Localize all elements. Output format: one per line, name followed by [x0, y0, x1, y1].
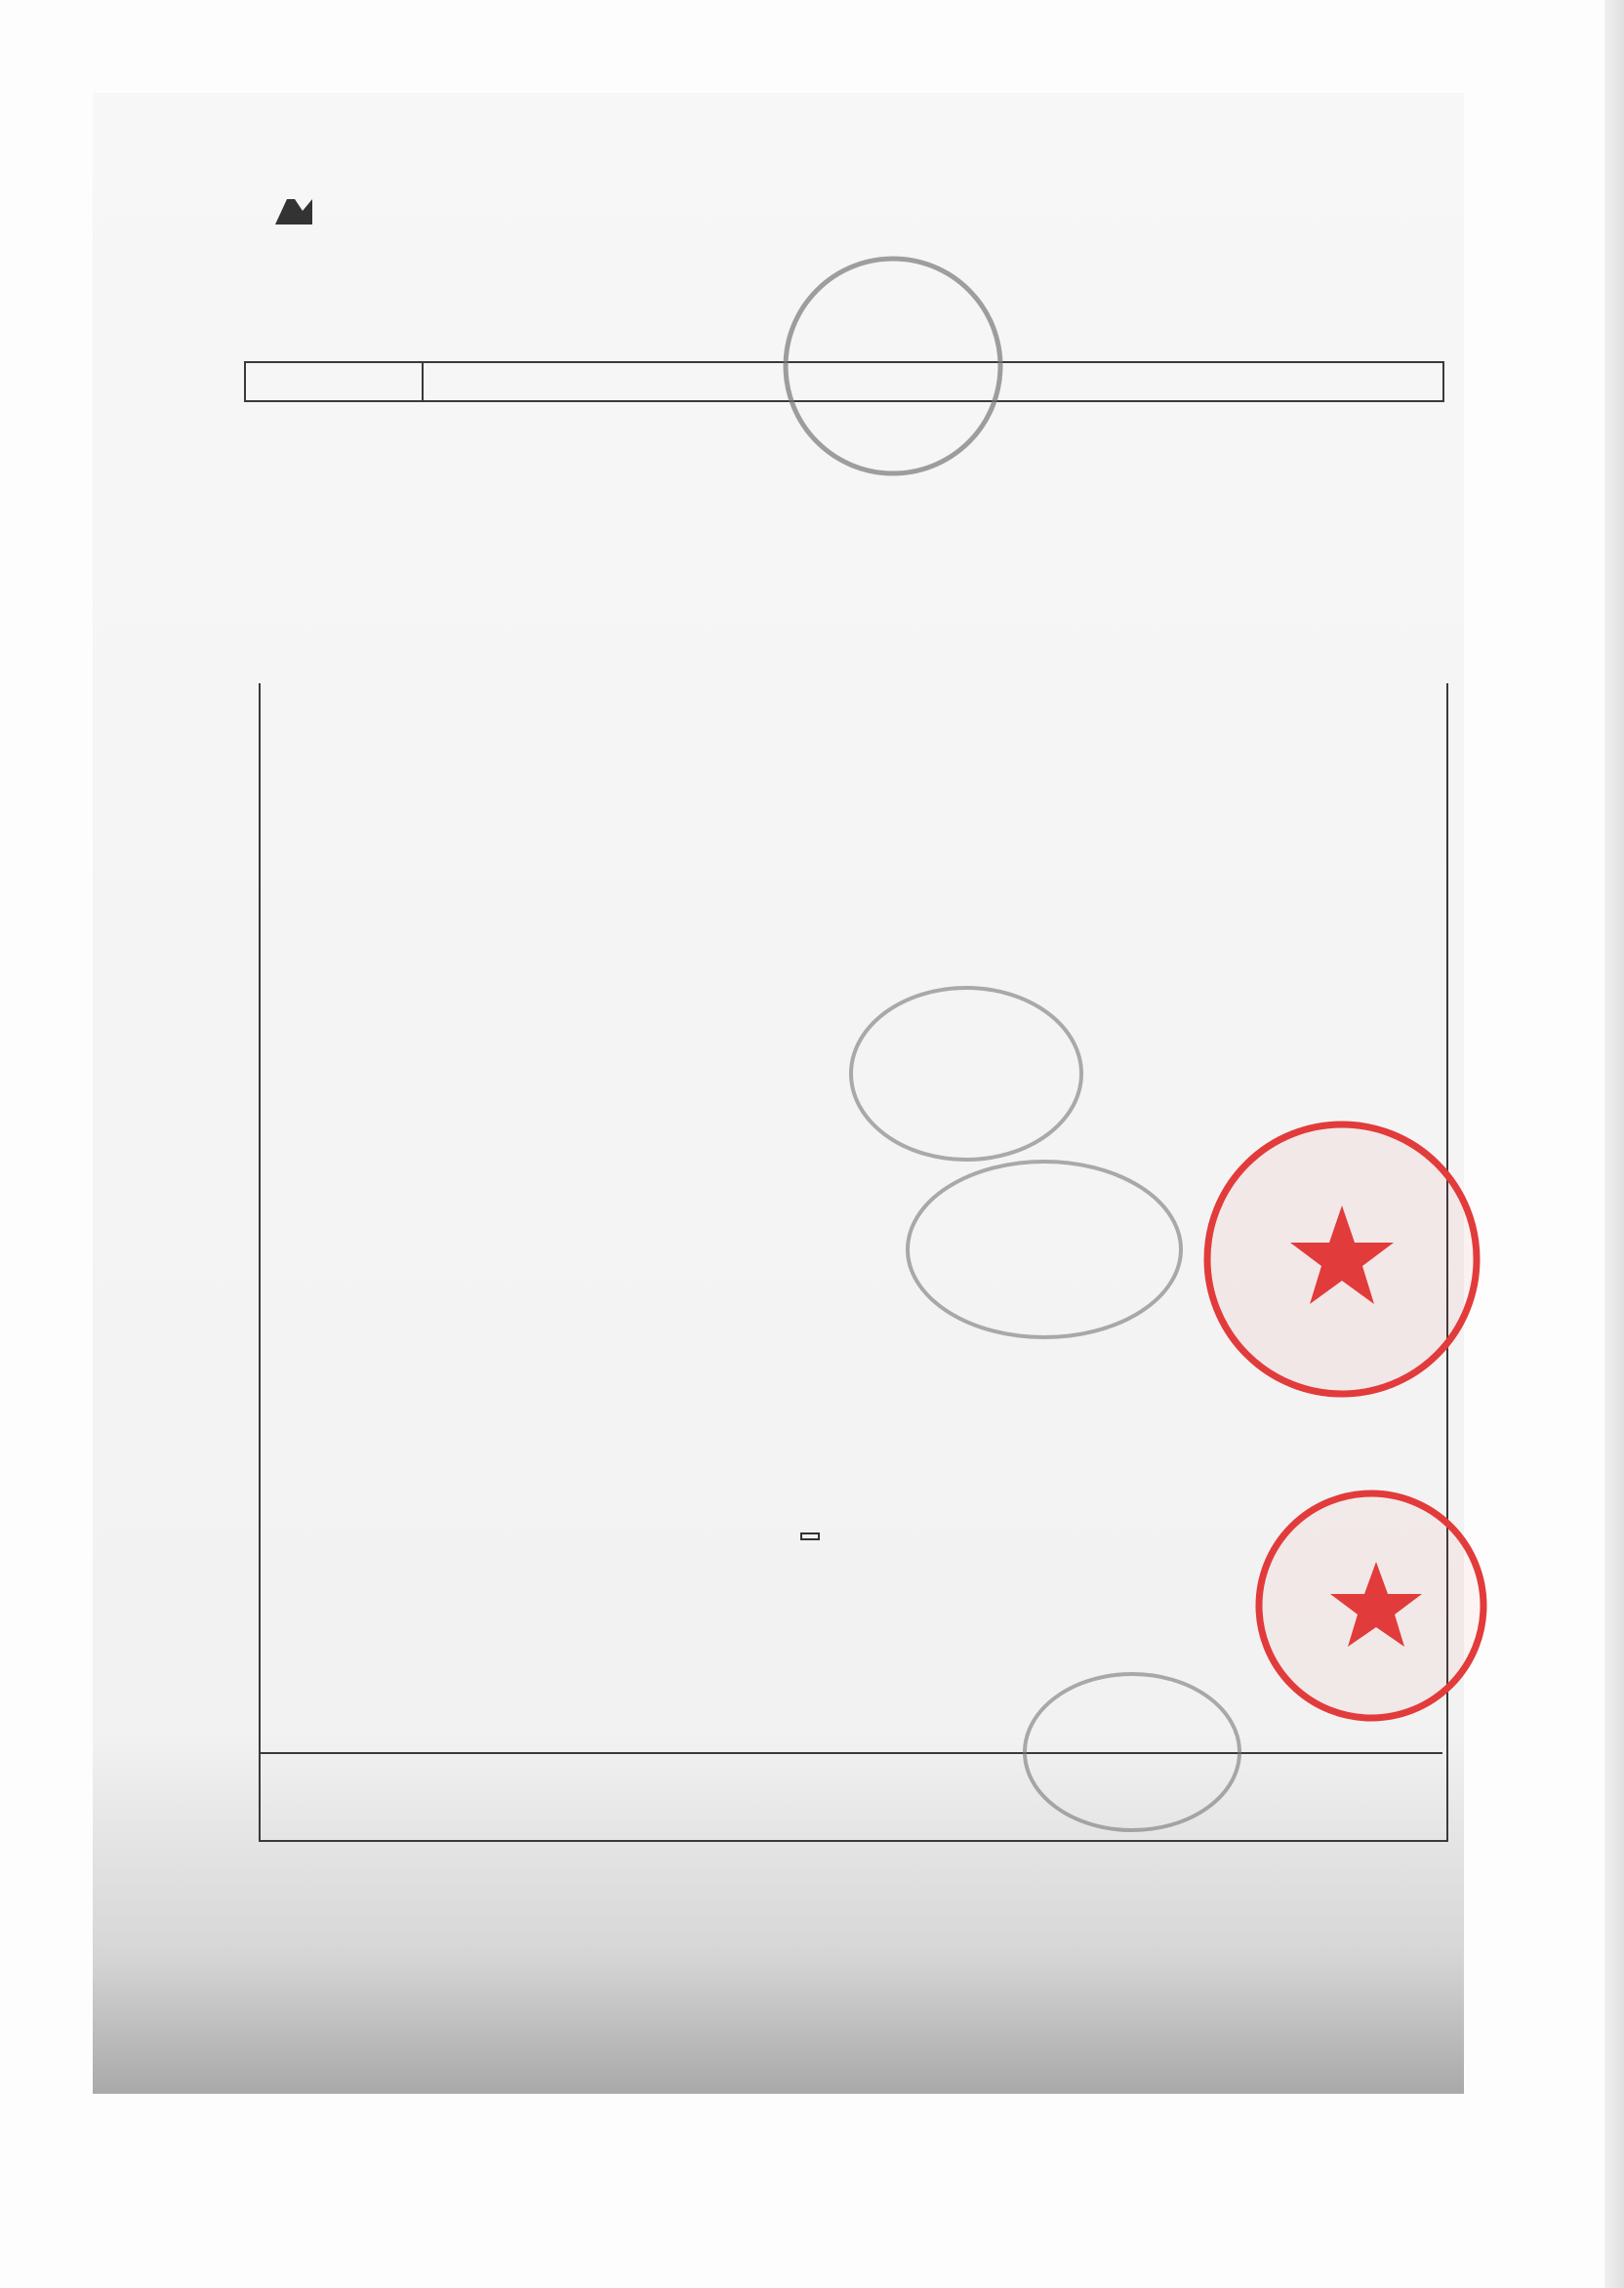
mid-gray-stamp-1 — [839, 976, 1093, 1171]
basis-label — [245, 362, 423, 401]
bottom-gray-stamp — [1015, 1659, 1249, 1845]
company-logo — [273, 195, 324, 228]
quality-check-stamp — [1249, 1484, 1493, 1728]
blank-note — [800, 1532, 820, 1540]
page-edge-shadow — [1604, 0, 1624, 2288]
mid-gray-stamp-2 — [898, 1152, 1191, 1347]
conclusion — [259, 1752, 1442, 1754]
company-qc-stamp — [1196, 1113, 1488, 1406]
top-inspection-stamp — [771, 244, 1015, 488]
logo-icon — [273, 195, 314, 228]
